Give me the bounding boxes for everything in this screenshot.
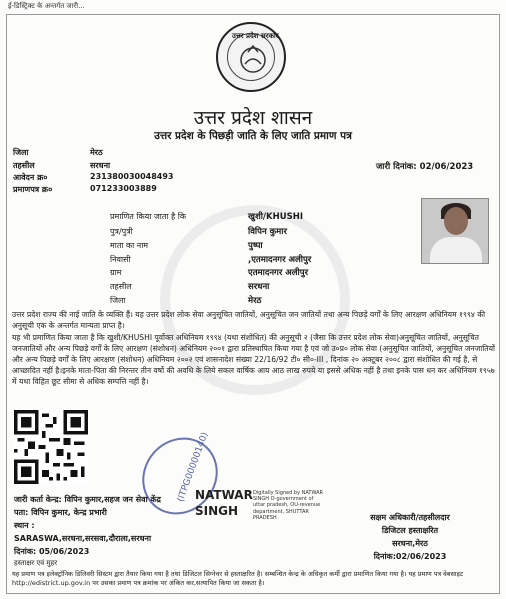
stamp-number: (ITPG00000140) (176, 431, 211, 504)
detail-label-certify: प्रमाणित किया जाता है कि (110, 212, 187, 221)
tehsil-value: सरधना (90, 161, 111, 170)
issuing-centre: जारी कर्ता केन्द्र: विपिन कुमार,सहज जन सेवा केंद्र (14, 495, 161, 504)
detail-label-village: ग्राम (110, 268, 122, 277)
caste-statement-paragraph: उत्तर प्रदेश राज्य की नाई जाति के व्यक्ति हैं। यह उत्तर प्रदेश लोक सेवा अनुसूचित जातियों, अनुसूचित जन जातियों तथा अन्य पिछड़े वर्गों के लिए आरक्षण अधिनियम १९९४ की अनुसूची एक के अन्तर्गत मान्यता प्राप्त है। (12, 310, 486, 330)
digital-signatory-name: NATWAR SINGH (195, 488, 253, 518)
tehsil-label: तहसील (13, 161, 35, 170)
authority-location: सरधना,मेरठ (392, 539, 428, 548)
detail-label-tehsil: तहसील (110, 282, 132, 291)
detail-label-resident: निवासी (110, 255, 131, 264)
applicant-photo (421, 198, 489, 264)
qr-code (14, 410, 88, 484)
detail-value-village: एतमादनगर अलीपुर (248, 268, 309, 278)
issuer-place: SARASWA,सरधना,सरसवा,दौराला,सरधना (14, 534, 152, 543)
application-label: आवेदन क्र० (13, 173, 48, 182)
digital-signature-details: Digitally Signed by NATWAR SINGH O-government of uttar pradesh, OU-revenue department, SHUTTAR PRADESH (253, 490, 324, 521)
detail-label-mother: माता का नाम (110, 241, 149, 250)
district-value: मेरठ (90, 148, 103, 157)
detail-value-district: मेरठ (248, 296, 262, 306)
application-number: 231380030048493 (90, 172, 174, 181)
issuer-place-label: स्थान : (14, 521, 35, 530)
page-subtitle: उत्तर प्रदेश के पिछड़ी जाति के लिए जाति प्रमाण पत्र (154, 130, 352, 142)
detail-value-father: विपिन कुमार (248, 227, 287, 237)
issuer-date: दिनांक: 05/06/2023 (14, 547, 90, 556)
signature-seal-label: हस्ताक्षर एवं मुहर (14, 559, 58, 567)
detail-value-name: खुशी/KHUSHI (248, 212, 304, 222)
page-title: उत्तर प्रदेश शासन (193, 107, 313, 129)
emblem-text: उत्तर प्रदेश सरकार (232, 32, 279, 40)
authority-digital-sign: डिजिटल हस्ताक्षरित (381, 526, 439, 535)
qr-code-graphic (14, 410, 88, 484)
photo-head (444, 207, 468, 235)
district-label: जिला (13, 148, 29, 157)
detail-label-child-of: पुत्र/पुत्री (110, 227, 133, 236)
detail-value-resident: ,एतमादनगर अलीपुर (248, 255, 312, 265)
authority-designation: सक्षम अधिकारी/तहसीलदार (370, 513, 450, 522)
certificate-label: प्रमाणपत्र क्र० (13, 185, 53, 194)
authority-date: दिनांक:02/06/2023 (373, 552, 447, 561)
detail-label-district: जिला (110, 296, 126, 305)
footer-note: यह प्रमाण पत्र इलेक्ट्रॉनिक डिलिवरी सिस्टम द्वारा तैयार किया गया है तथा डिजिटल सिग्नेचर से हस्ताक्षरित है। सम्बन्धित केन्द्र के अधिकृत कर्मी द्वारा प्रमाणित किया गया है। यह प्रमाण पत्र वेबसाइट http://edistrict.up.gov.in पर उसका प्रमाण पत्र क्रमांक पर अंकित कर,सत्यापित किया जा सकता है। (12, 570, 464, 587)
detail-value-mother: पुष्पा (248, 241, 263, 251)
top-note: ई-डिस्ट्रिक्ट के अन्तर्गत जारी... (8, 2, 85, 10)
photo-body (430, 237, 482, 264)
certificate-number: 071233003889 (90, 184, 157, 193)
issuer-address: पता: विपिन कुमार, केन्द्र प्रभारी (14, 508, 107, 517)
detail-value-tehsil: सरधना (248, 282, 270, 292)
certification-paragraph: यह भी प्रमाणित किया जाता है कि खुशी/KHUSHI पूर्वोक्त अधिनियम १९९४ (यथा संशोधित) की अनुसूची २ (जैसा कि उत्तर प्रदेश लोक सेवा)अनुसूचित जातियों, अनुसूचित जनजातियों और अन्य पिछड़े वर्गों के लिए आरक्षण (संशोधन) अधिनियम २००१ द्वारा प्रतिस्थापित किया गया है एवं जो उ०प्र० लोक सेवा (अनुसूचित जातियों, अनुसूचित जनजातियों और अन्य पिछड़े वर्गों के लिए आरक्षण (संशोधन) अधिनियम २००२ एवं शासनादेश संख्या 22/16/92 टी० सी०-III , दिनांक २० अक्टूबर २००८ द्वारा संशोधित की गई है, से आच्छादित नहीं है।इनके माता-पिता की निरन्तर तीन वर्षो की अवधि के लिये सकल वार्षिक आय आठ लाख रुपये या इससे अधिक नहीं है तथा इनके पास धन कर अधिनियम १९५७ में यथा विहित छूट सीमा से अधिक सम्पत्ति नहीं है। (12, 333, 495, 386)
up-government-emblem (216, 22, 286, 92)
issue-date: जारी दिनांक: 02/06/2023 (376, 162, 474, 172)
